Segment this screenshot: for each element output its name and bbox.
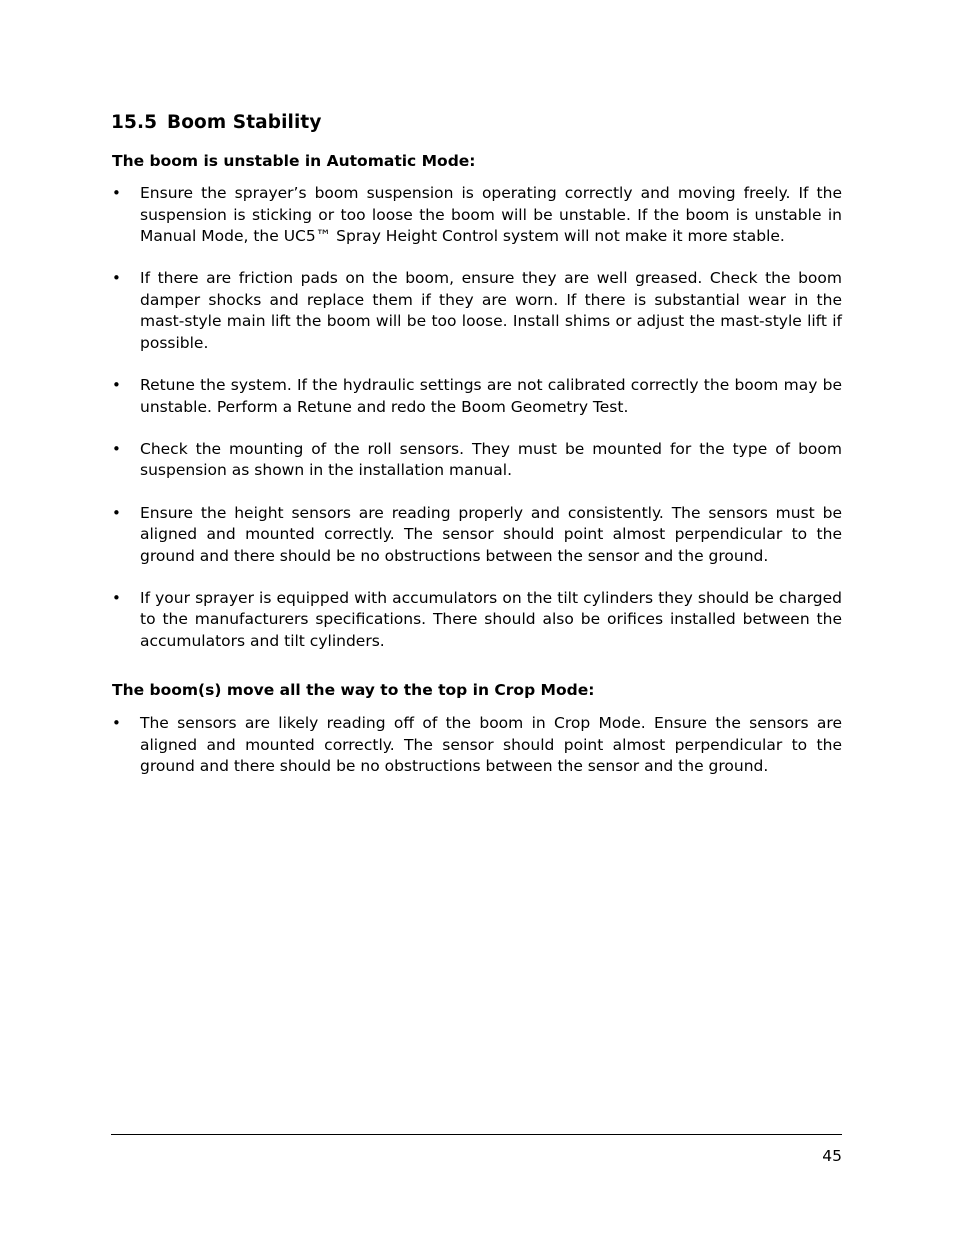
section-title: Boom Stability xyxy=(167,112,322,133)
bullet-list-automatic-mode xyxy=(112,183,842,673)
bullet-list-crop-mode xyxy=(112,713,842,798)
list-item-text: Ensure the height sensors are reading properly and consistently. The sensors must be aligned and mounted correctly. The sensor should point almost perpendicular to the ground and there should be no obstructions between the sensor and the ground. xyxy=(140,503,842,565)
subheading-crop-mode: The boom(s) move all the way to the top in Crop Mode: xyxy=(112,681,595,699)
list-item-text: Retune the system. If the hydraulic settings are not calibrated correctly the boom may be unstable. Perform a Retune and redo the Boom Geometry Test. xyxy=(140,376,842,416)
list-item xyxy=(112,588,842,653)
subheading-automatic-mode: The boom is unstable in Automatic Mode: xyxy=(112,152,476,170)
bullet-icon: • xyxy=(112,503,121,522)
bullet-icon: • xyxy=(112,439,121,458)
list-item-text: The sensors are likely reading off of the boom in Crop Mode. Ensure the sensors are aligned and mounted correctly. The sensor should point almost perpendicular to the ground and there should be no obstructions between the sensor and the ground. xyxy=(140,714,842,776)
section-number: 15.5 xyxy=(111,112,158,133)
bullet-icon: • xyxy=(112,714,121,732)
list-item-text: If your sprayer is equipped with accumulators on the tilt cylinders they should be charged to the manufacturers specifications. There should also be orifices installed between the accumulators and tilt cylinders. xyxy=(140,588,842,650)
section-heading xyxy=(111,111,322,135)
list-item xyxy=(112,183,842,248)
page-number: 45 xyxy=(822,1147,842,1165)
list-item xyxy=(112,713,842,778)
list-item xyxy=(112,375,842,418)
list-item-text: Check the mounting of the roll sensors. They must be mounted for the type of boom suspension as shown in the installation manual. xyxy=(140,439,842,480)
list-item xyxy=(112,439,842,482)
bullet-icon: • xyxy=(112,184,121,202)
list-item-text: If there are friction pads on the boom, ensure they are well greased. Check the boom damper shocks and replace them if they are worn. If there is substantial wear in the mast-style main lift the boom will be too loose. Install shims or adjust the mast-style lift if possible. xyxy=(140,269,842,353)
list-item xyxy=(112,503,842,568)
bullet-icon: • xyxy=(112,376,121,395)
list-item-text: Ensure the sprayer’s boom suspension is operating correctly and moving freely. If the suspension is sticking or too loose the boom will be unstable. If the boom is unstable in Manual Mode, the UC5™ Spray Height Control system will not make it more stable. xyxy=(140,184,842,246)
bullet-icon: • xyxy=(112,269,121,288)
list-item xyxy=(112,268,842,354)
bullet-icon: • xyxy=(112,588,121,607)
footer-divider xyxy=(111,1134,842,1135)
